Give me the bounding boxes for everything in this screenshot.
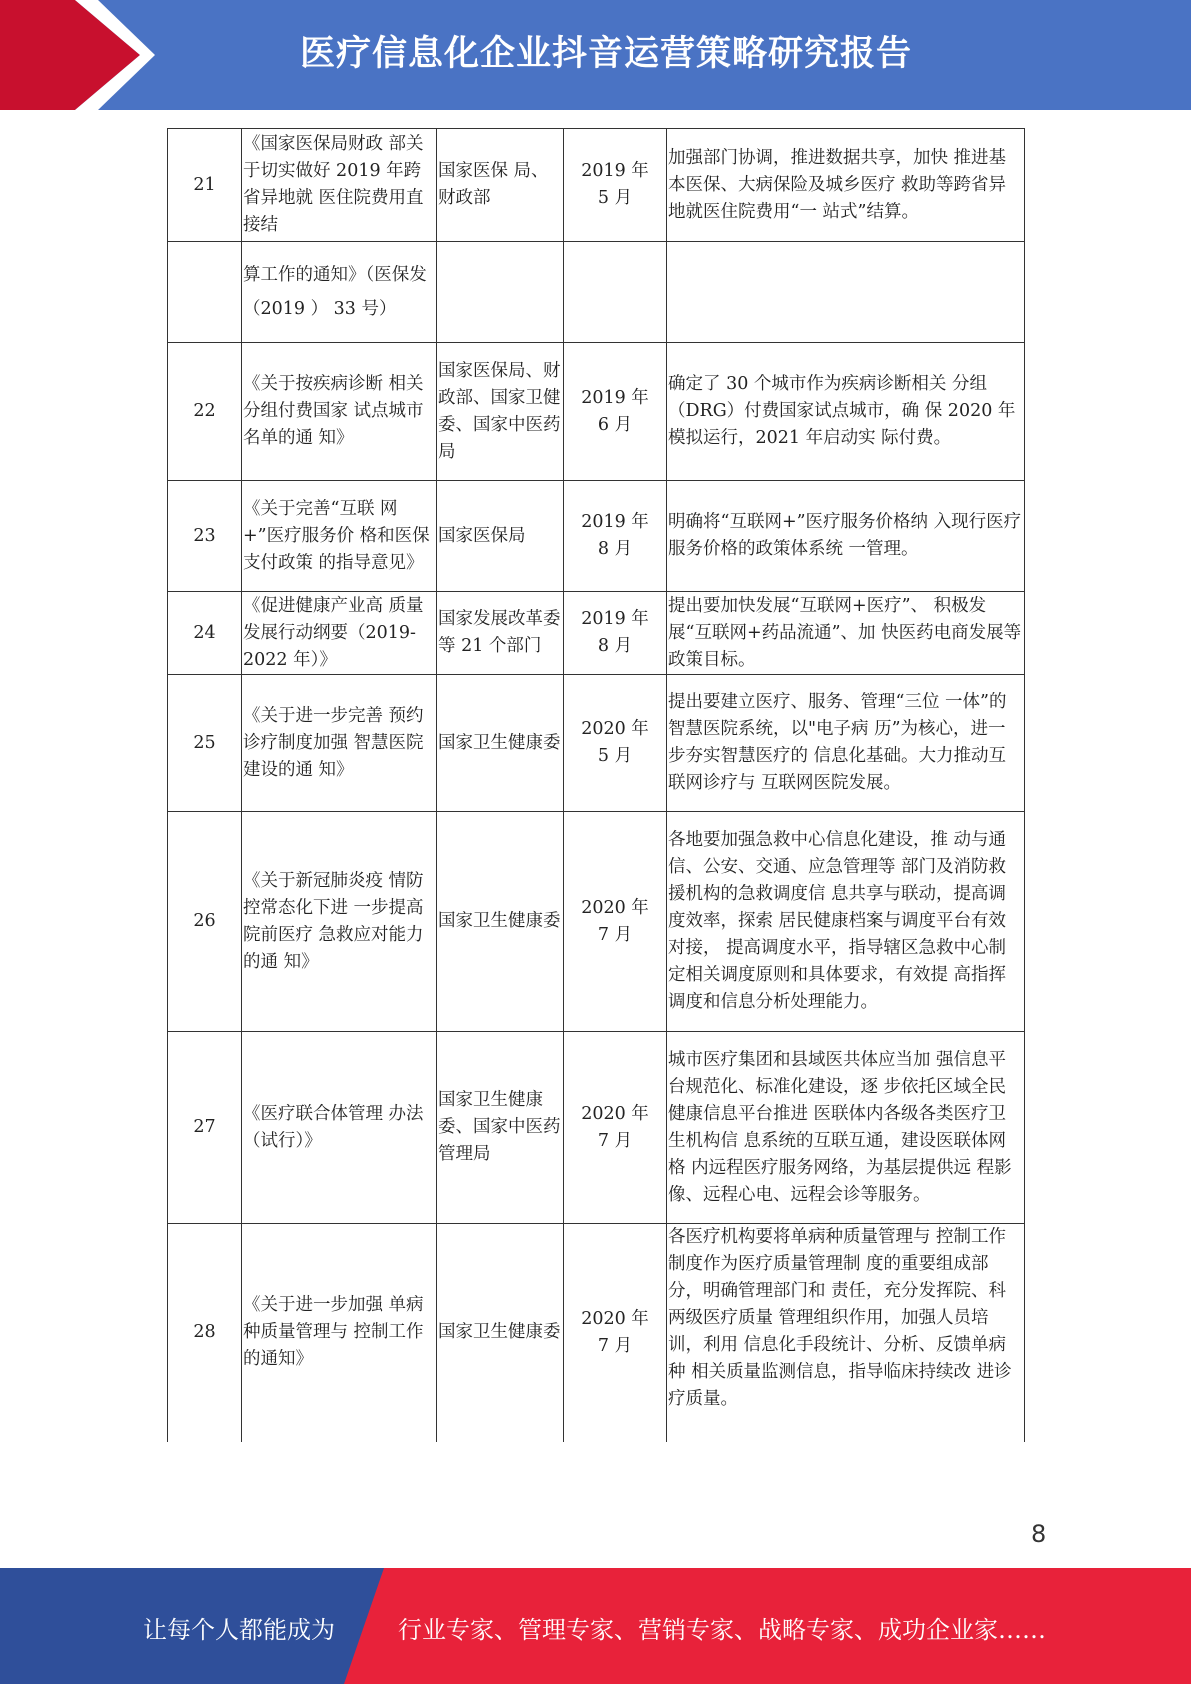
row-number-text: 28 [193,1322,216,1343]
table-row [168,343,1025,481]
document-title: 《关于进一步完善 预约诊疗制度加强 智慧医院建设的通 知》 [242,675,437,812]
issue-date-text: 2020 年 5 月 [581,719,649,766]
document-title [242,1224,437,1442]
table-row [168,481,1025,592]
policy-summary: 各地要加强急救中心信息化建设，推 动与通信、公安、交通、应急管理等 部门及消防救援机构的急救调度信 息共享与联动，提高调度效率，探索 居民健康档案与调度平台有效对接， 提高调度水平，指导辖区急救中心制 定相关调度原则和具体要求，有效提 高指挥调度和信息分析处理能力。 [667,812,1025,1032]
document-title: 《国家医保局财政 部关于切实做好 2019 年跨省异地就 医住院费用直接结 [242,129,437,242]
document-title-text: 《关于进一步加强 单病种质量管理与 控制工作的通知》 [243,1295,424,1370]
issue-date [564,592,667,675]
row-number: 22 [168,343,242,481]
page-footer [0,1568,1191,1684]
issue-date [564,242,667,343]
issue-date-text: 2019 年 5 月 [581,161,649,208]
policy-summary [667,242,1025,343]
table-row [168,592,1025,675]
policy-summary-text: 各医疗机构要将单病种质量管理与 控制工作制度作为医疗质量管理制 度的重要组成部分，明确管理部门和 责任，充分发挥院、科两级医疗质量 管理组织作用，加强人员培训，利用 信息化手段统计、分析、反馈单病种 相关质量监测信息，指导临床持续改 进诊疗质量。 [668,1227,1012,1409]
issuing-agency: 国家医保局、财政部、国家卫健委、国家中医药局 [437,343,564,481]
document-title: 《关于按疾病诊断 相关分组付费国家 试点城市名单的通 知》 [242,343,437,481]
issuing-agency [437,1224,564,1442]
document-title: 《关于新冠肺炎疫 情防控常态化下进 一步提高院前医疗 急救应对能力的通 知》 [242,812,437,1032]
document-title: 《关于完善“互联 网+”医疗服务价 格和医保支付政策 的指导意见》 [242,481,437,592]
issue-date-text: 2020 年 7 月 [581,897,649,945]
policy-summary: 提出要加快发展“互联网+医疗”、 积极发展“互联网+药品流通”、加 快医药电商发展等政策目标。 [667,592,1025,675]
document-title: 《医疗联合体管理 办法（试行）》 [242,1032,437,1224]
footer-slogan-roles: 行业专家、管理专家、营销专家、战略专家、成功企业家…… [398,1616,1046,1644]
issuing-agency: 国家卫生健康委、国家中医药管理局 [437,1032,564,1224]
document-title: 《促进健康产业高 质量发展行动纲要（2019-2022 年）》 [242,592,437,675]
issue-date-text: 2019 年 8 月 [581,609,649,656]
policy-table [167,128,1025,1442]
issue-date [564,812,667,1032]
table-row [168,1224,1025,1442]
issuing-agency: 国家发展改革委等 21 个部门 [437,592,564,675]
page-number: 8 [1031,1520,1047,1548]
table-row [168,129,1025,242]
issuing-agency: 国家医保局 [437,481,564,592]
issue-date [564,481,667,592]
issue-date [564,1032,667,1224]
issue-date-text: 2019 年 8 月 [581,512,649,559]
row-number: 25 [168,675,242,812]
issuing-agency: 国家卫生健康委 [437,812,564,1032]
issue-date [564,675,667,812]
issue-date-text: 2020 年 7 月 [581,1103,649,1151]
policy-summary [667,1224,1025,1442]
page-header [0,0,1191,110]
document-title: 算工作的通知》（医保发（2019 ） 33 号） [242,242,437,343]
table-row [168,675,1025,812]
policy-summary: 城市医疗集团和县域医共体应当加 强信息平台规范化、标准化建设，逐 步依托区域全民健康信息平台推进 医联体内各级各类医疗卫生机构信 息系统的互联互通，建设医联体网格 内远程医疗服务网络，为基层提供远 程影像、远程心电、远程会诊等服务。 [667,1032,1025,1224]
table-row [168,812,1025,1032]
issue-date-text: 2019 年 6 月 [581,387,649,435]
issue-date [564,343,667,481]
row-number: 27 [168,1032,242,1224]
issuing-agency: 国家卫生健康委 [437,675,564,812]
row-number: 23 [168,481,242,592]
policy-summary: 确定了 30 个城市作为疾病诊断相关 分组（DRG）付费国家试点城市，确 保 2020 年模拟运行，2021 年启动实 际付费。 [667,343,1025,481]
issuing-agency [437,242,564,343]
policy-summary: 明确将“互联网+”医疗服务价格纳 入现行医疗服务价格的政策体系统 一管理。 [667,481,1025,592]
row-number [168,1224,242,1442]
issue-date [564,129,667,242]
row-number: 26 [168,812,242,1032]
issuing-agency-text: 国家卫生健康委 [438,1322,561,1343]
row-number [168,242,242,343]
table-row [168,242,1025,343]
table-row [168,1032,1025,1224]
row-number: 21 [168,129,242,242]
issuing-agency: 国家医保 局、财政部 [437,129,564,242]
row-number: 24 [168,592,242,675]
issue-date-text: 2020 年 7 月 [581,1308,649,1356]
issue-date [564,1224,667,1442]
policy-summary: 加强部门协调，推进数据共享，加快 推进基本医保、大病保险及城乡医疗 救助等跨省异地就医住院费用“一 站式”结算。 [667,129,1025,242]
report-title: 医疗信息化企业抖音运营策略研究报告 [300,34,913,74]
policy-summary: 提出要建立医疗、服务、管理“三位 一体”的智慧医院系统，以"电子病 历”为核心，进一步夯实智慧医疗的 信息化基础。大力推动互联网诊疗与 互联网医院发展。 [667,675,1025,812]
footer-slogan-lead: 让每个人都能成为 [143,1616,335,1644]
